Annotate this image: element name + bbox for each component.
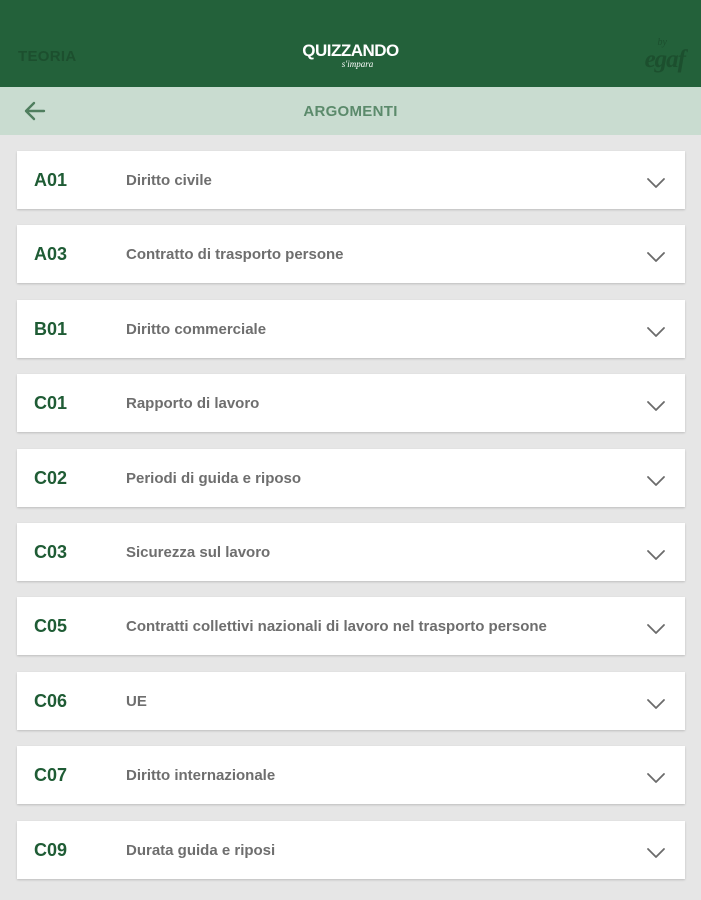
chevron-down-icon[interactable] bbox=[646, 772, 666, 784]
partner-name: egaf bbox=[644, 46, 685, 73]
partner-by: by bbox=[657, 37, 667, 48]
partner-logo bbox=[645, 38, 685, 72]
brand-tagline: s'impara bbox=[341, 59, 374, 69]
topic-item[interactable] bbox=[17, 821, 685, 879]
brand-logo bbox=[0, 41, 701, 69]
topic-item[interactable] bbox=[17, 597, 685, 655]
topic-code: B01 bbox=[34, 318, 68, 339]
chevron-down-icon[interactable] bbox=[646, 623, 666, 635]
topic-code: C01 bbox=[34, 393, 68, 414]
section-title: TEORIA bbox=[18, 48, 77, 65]
chevron-down-icon[interactable] bbox=[646, 549, 666, 561]
topic-label: Sicurezza sul lavoro bbox=[126, 543, 271, 561]
topic-label: Periodi di guida e riposo bbox=[126, 469, 302, 487]
topic-item[interactable] bbox=[17, 225, 685, 283]
chevron-down-icon[interactable] bbox=[646, 251, 666, 263]
subheader bbox=[0, 87, 701, 135]
topic-code: C02 bbox=[34, 467, 68, 488]
chevron-down-icon[interactable] bbox=[646, 698, 666, 710]
chevron-down-icon[interactable] bbox=[646, 847, 666, 859]
topic-item[interactable] bbox=[17, 523, 685, 581]
topic-item[interactable] bbox=[17, 449, 685, 507]
topic-code: C07 bbox=[34, 765, 68, 786]
topic-list bbox=[17, 151, 685, 895]
chevron-down-icon[interactable] bbox=[646, 326, 666, 338]
topic-label: UE bbox=[126, 692, 147, 710]
topic-code: C06 bbox=[34, 690, 68, 711]
topic-code: A01 bbox=[34, 170, 68, 190]
topic-item[interactable] bbox=[17, 672, 685, 730]
brand-name: QUIZZANDO bbox=[302, 41, 399, 60]
chevron-down-icon[interactable] bbox=[646, 475, 666, 487]
topic-code: C05 bbox=[34, 616, 68, 637]
topic-label: Durata guida e riposi bbox=[126, 841, 276, 859]
topic-label: Diritto internazionale bbox=[126, 767, 276, 785]
topic-item[interactable] bbox=[17, 300, 685, 358]
topic-label: Contratto di trasporto persone bbox=[126, 246, 344, 264]
topic-item[interactable] bbox=[17, 746, 685, 804]
topic-label: Diritto commerciale bbox=[126, 320, 267, 338]
topic-label: Diritto civile bbox=[126, 172, 212, 189]
topic-code: A03 bbox=[34, 244, 68, 265]
topic-code: C09 bbox=[34, 839, 68, 860]
topic-code: C03 bbox=[34, 541, 68, 562]
topic-item[interactable] bbox=[17, 151, 685, 209]
topic-label: Contratti collettivi nazionali di lavoro nel trasporto persone bbox=[126, 618, 547, 636]
topic-label: Rapporto di lavoro bbox=[126, 395, 260, 413]
topic-item[interactable] bbox=[17, 374, 685, 432]
chevron-down-icon[interactable] bbox=[646, 177, 666, 189]
chevron-down-icon[interactable] bbox=[646, 400, 666, 412]
app-header bbox=[0, 0, 701, 87]
page-title: ARGOMENTI bbox=[303, 103, 398, 120]
